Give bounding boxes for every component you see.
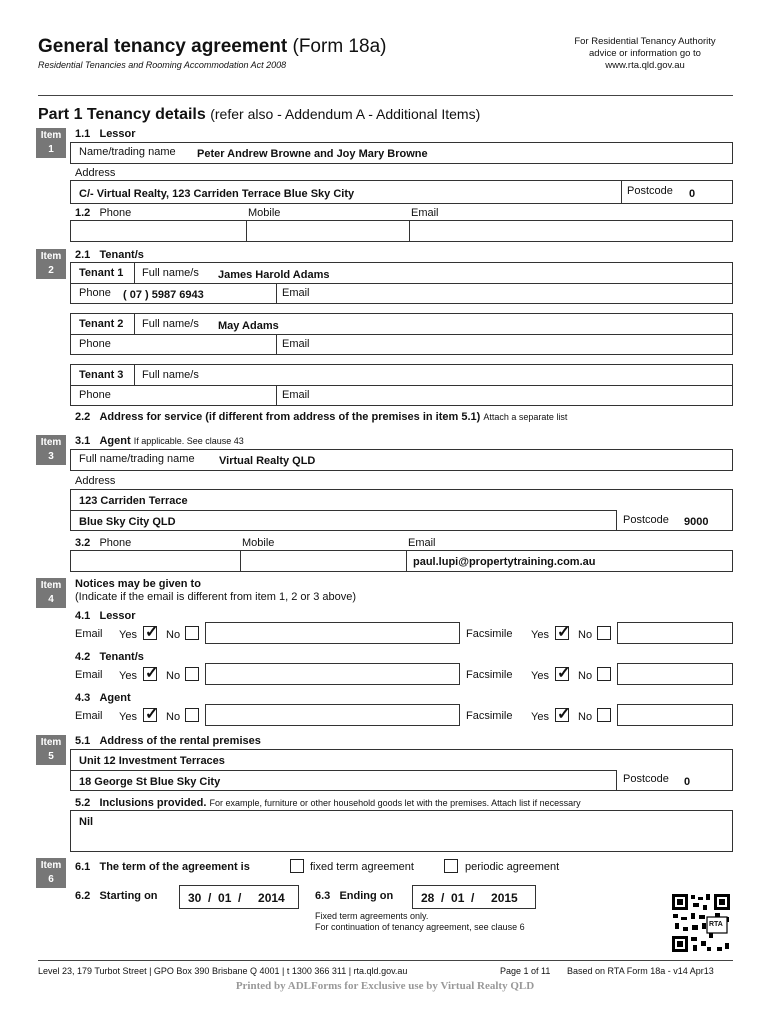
divider [616, 510, 617, 530]
tenant-2-fullname-label: Full name/s [142, 318, 199, 330]
agent-email-label: Email [408, 537, 436, 549]
notice-lessor-email-no-label: No [166, 629, 181, 641]
notice-lessor-fax-input[interactable] [617, 622, 733, 644]
agent-name-value: Virtual Realty QLD [219, 455, 316, 467]
notice-lessor-email-input[interactable] [205, 622, 460, 644]
start-date-value: 30 / 01 / 2014 [188, 891, 285, 905]
notice-lessor-fax-yes-checkbox[interactable] [555, 626, 569, 640]
notice-tenant-email-no-label: No [166, 670, 181, 682]
divider [409, 221, 410, 241]
agent-address-label: Address [75, 475, 116, 487]
tenant-1-label: Tenant 1 [79, 267, 124, 279]
item-6-tag: Item 6 [36, 858, 66, 888]
part1-title: Part 1 Tenancy details (refer also - Addendum A - Additional Items) [38, 106, 481, 123]
agent-email-value: paul.lupi@propertytraining.com.au [413, 556, 596, 568]
notice-tenant-email-yes-label: Yes [119, 670, 137, 682]
notice-lessor-fax-no-label: No [578, 629, 593, 641]
item-4-tag: Item 4 [36, 578, 66, 608]
section-3-1-heading: 3.1 Agent If applicable. See clause 43 [75, 435, 244, 447]
footer-address: Level 23, 179 Turbot Street | GPO Box 390 Brisbane Q 4001 | t 1300 366 311 | rta.qld.gov.au [38, 966, 408, 976]
premises-address-line1: Unit 12 Investment Terraces [79, 755, 225, 767]
tenant-3-phone-label: Phone [79, 389, 111, 401]
tenant-1-phone[interactable]: ( 07 ) 5987 6943 [123, 289, 204, 301]
notice-agent-fax-input[interactable] [617, 704, 733, 726]
notice-tenant-email-yes-checkbox[interactable] [143, 667, 157, 681]
printed-by: Printed by ADLForms for Exclusive use by Virtual Realty QLD [235, 980, 535, 992]
premises-postcode-label: Postcode [623, 773, 669, 785]
tenant-2-phone-label: Phone [79, 338, 111, 350]
lessor-postcode-value: 0 [689, 188, 696, 200]
fixed-term-label: fixed term agreement [310, 861, 414, 873]
end-date-value: 28 / 01 / 2015 [421, 891, 518, 905]
divider [71, 385, 732, 386]
footer-divider [38, 960, 733, 961]
divider [246, 221, 247, 241]
tenant-1-email-label: Email [282, 287, 310, 299]
agent-postcode-value: 9000 [684, 516, 709, 528]
notice-lessor-email-yes-checkbox[interactable] [143, 626, 157, 640]
tenant-3-email-label: Email [282, 389, 310, 401]
notice-lessor-email-no-checkbox[interactable] [185, 626, 199, 640]
term-note: Fixed term agreements only. For continuation of tenancy agreement, see clause 6 [315, 911, 525, 932]
qr-badge: RTA [709, 921, 723, 928]
notice-lessor-fax-yes-label: Yes [531, 629, 549, 641]
agent-name-field[interactable] [70, 449, 733, 471]
divider [71, 334, 732, 335]
section-4-2-heading: 4.2 Tenant/s [75, 651, 144, 663]
notice-tenant-email-input[interactable] [205, 663, 460, 685]
divider [240, 551, 241, 571]
tenant-3-fullname-label: Full name/s [142, 369, 199, 381]
divider [621, 181, 622, 203]
agent-mobile-label: Mobile [242, 537, 275, 549]
item-1-tag: Item 1 [36, 128, 66, 158]
divider [276, 334, 277, 354]
section-6-3-heading: 6.3 Ending on [315, 890, 394, 902]
divider [276, 283, 277, 303]
tenant-1-fullname-label: Full name/s [142, 267, 199, 279]
divider [134, 365, 135, 385]
notice-lessor-email-yes-label: Yes [119, 629, 137, 641]
tenant-1-name[interactable]: James Harold Adams [218, 269, 330, 281]
divider [406, 551, 407, 571]
notice-tenant-fax-label: Facsimile [466, 669, 513, 681]
section-2-2-heading: 2.2 Address for service (if different from address of the premises in item 5.1) Attach a separate list [75, 411, 568, 423]
tenant-2-name[interactable]: May Adams [218, 320, 279, 332]
divider [71, 283, 732, 284]
tenant-3-label: Tenant 3 [79, 369, 124, 381]
tenant-2-block [70, 313, 733, 355]
notice-agent-email-yes-label: Yes [119, 711, 137, 723]
lessor-phone-row[interactable] [70, 220, 733, 242]
tenant-1-phone-label: Phone [79, 287, 111, 299]
footer-based-on: Based on RTA Form 18a - v14 Apr13 [567, 966, 714, 976]
section-6-2-heading: 6.2 Starting on [75, 890, 158, 902]
notice-tenant-email-no-checkbox[interactable] [185, 667, 199, 681]
premises-address-field[interactable] [70, 749, 733, 791]
notice-agent-fax-label: Facsimile [466, 710, 513, 722]
notice-tenant-email-label: Email [75, 669, 103, 681]
notice-agent-email-label: Email [75, 710, 103, 722]
periodic-label: periodic agreement [465, 861, 560, 873]
notice-agent-fax-yes-checkbox[interactable] [555, 708, 569, 722]
inclusions-field[interactable] [70, 810, 733, 852]
notice-agent-email-no-checkbox[interactable] [185, 708, 199, 722]
section-2-1-heading: 2.1 Tenant/s [75, 249, 144, 261]
section-4-heading: Notices may be given to [75, 578, 201, 590]
notice-lessor-fax-label: Facsimile [466, 628, 513, 640]
tenant-3-block [70, 364, 733, 406]
notice-agent-fax-yes-label: Yes [531, 711, 549, 723]
divider [134, 314, 135, 334]
agent-name-label: Full name/trading name [79, 453, 195, 465]
divider [71, 770, 616, 771]
section-5-1-heading: 5.1 Address of the rental premises [75, 735, 261, 747]
end-date-field[interactable] [412, 885, 536, 909]
section-1-1-heading: 1.1 Lessor [75, 128, 136, 140]
qr-code [671, 893, 731, 953]
notice-lessor-email-label: Email [75, 628, 103, 640]
tenant-2-email-label: Email [282, 338, 310, 350]
tenant-1-block [70, 262, 733, 304]
form-title: General tenancy agreement (Form 18a) [38, 36, 387, 57]
periodic-checkbox[interactable] [444, 859, 458, 873]
lessor-postcode-label: Postcode [627, 185, 673, 197]
notice-agent-fax-no-label: No [578, 711, 593, 723]
notice-tenant-fax-no-checkbox[interactable] [597, 667, 611, 681]
agent-address-line2: Blue Sky City QLD [79, 516, 176, 528]
agent-address-field[interactable] [70, 489, 733, 531]
tenant-2-label: Tenant 2 [79, 318, 124, 330]
agent-phone-row[interactable] [70, 550, 733, 572]
divider [276, 385, 277, 405]
notice-agent-email-input[interactable] [205, 704, 460, 726]
header-divider [38, 95, 733, 96]
notice-agent-fax-no-checkbox[interactable] [597, 708, 611, 722]
notice-tenant-fax-no-label: No [578, 670, 593, 682]
lessor-address-value: C/- Virtual Realty, 123 Carriden Terrace Blue Sky City [79, 188, 355, 200]
inclusions-value: Nil [79, 816, 94, 828]
footer-page: Page 1 of 11 [500, 966, 551, 976]
section-4-1-heading: 4.1 Lessor [75, 610, 136, 622]
notice-agent-email-yes-checkbox[interactable] [143, 708, 157, 722]
section-4-note: (Indicate if the email is different from item 1, 2 or 3 above) [75, 591, 357, 603]
lessor-address-field[interactable] [70, 180, 733, 204]
section-4-3-heading: 4.3 Agent [75, 692, 131, 704]
lessor-name-field[interactable] [70, 142, 733, 164]
agent-postcode-label: Postcode [623, 514, 669, 526]
premises-address-line2: 18 George St Blue Sky City [79, 776, 221, 788]
agent-address-line1: 123 Carriden Terrace [79, 495, 188, 507]
notice-tenant-fax-yes-checkbox[interactable] [555, 667, 569, 681]
rta-info: For Residential Tenancy Authority advice or information go to www.rta.qld.gov.au [574, 36, 716, 71]
section-1-2-phone: 1.2 Phone [75, 207, 132, 219]
act-name: Residential Tenancies and Rooming Accommodation Act 2008 [38, 60, 287, 70]
section-6-1-heading: 6.1 The term of the agreement is [75, 861, 250, 873]
divider [71, 510, 616, 511]
lessor-name-label: Name/trading name [79, 146, 176, 158]
lessor-mobile-label: Mobile [248, 207, 281, 219]
item-2-tag: Item 2 [36, 249, 66, 279]
item-5-tag: Item 5 [36, 735, 66, 765]
lessor-name-value: Peter Andrew Browne and Joy Mary Browne [197, 148, 428, 160]
fixed-term-checkbox[interactable] [290, 859, 304, 873]
lessor-address-label: Address [75, 167, 116, 179]
lessor-email-label: Email [411, 207, 439, 219]
section-5-2-heading: 5.2 Inclusions provided. For example, furniture or other household goods let with the premises. Attach list if necessary [75, 797, 581, 809]
notice-tenant-fax-input[interactable] [617, 663, 733, 685]
divider [616, 770, 617, 790]
start-date-field[interactable] [179, 885, 299, 909]
notice-tenant-fax-yes-label: Yes [531, 670, 549, 682]
premises-postcode-value: 0 [684, 776, 691, 788]
notice-agent-email-no-label: No [166, 711, 181, 723]
divider [134, 263, 135, 283]
notice-lessor-fax-no-checkbox[interactable] [597, 626, 611, 640]
section-3-2-phone: 3.2 Phone [75, 537, 132, 549]
item-3-tag: Item 3 [36, 435, 66, 465]
